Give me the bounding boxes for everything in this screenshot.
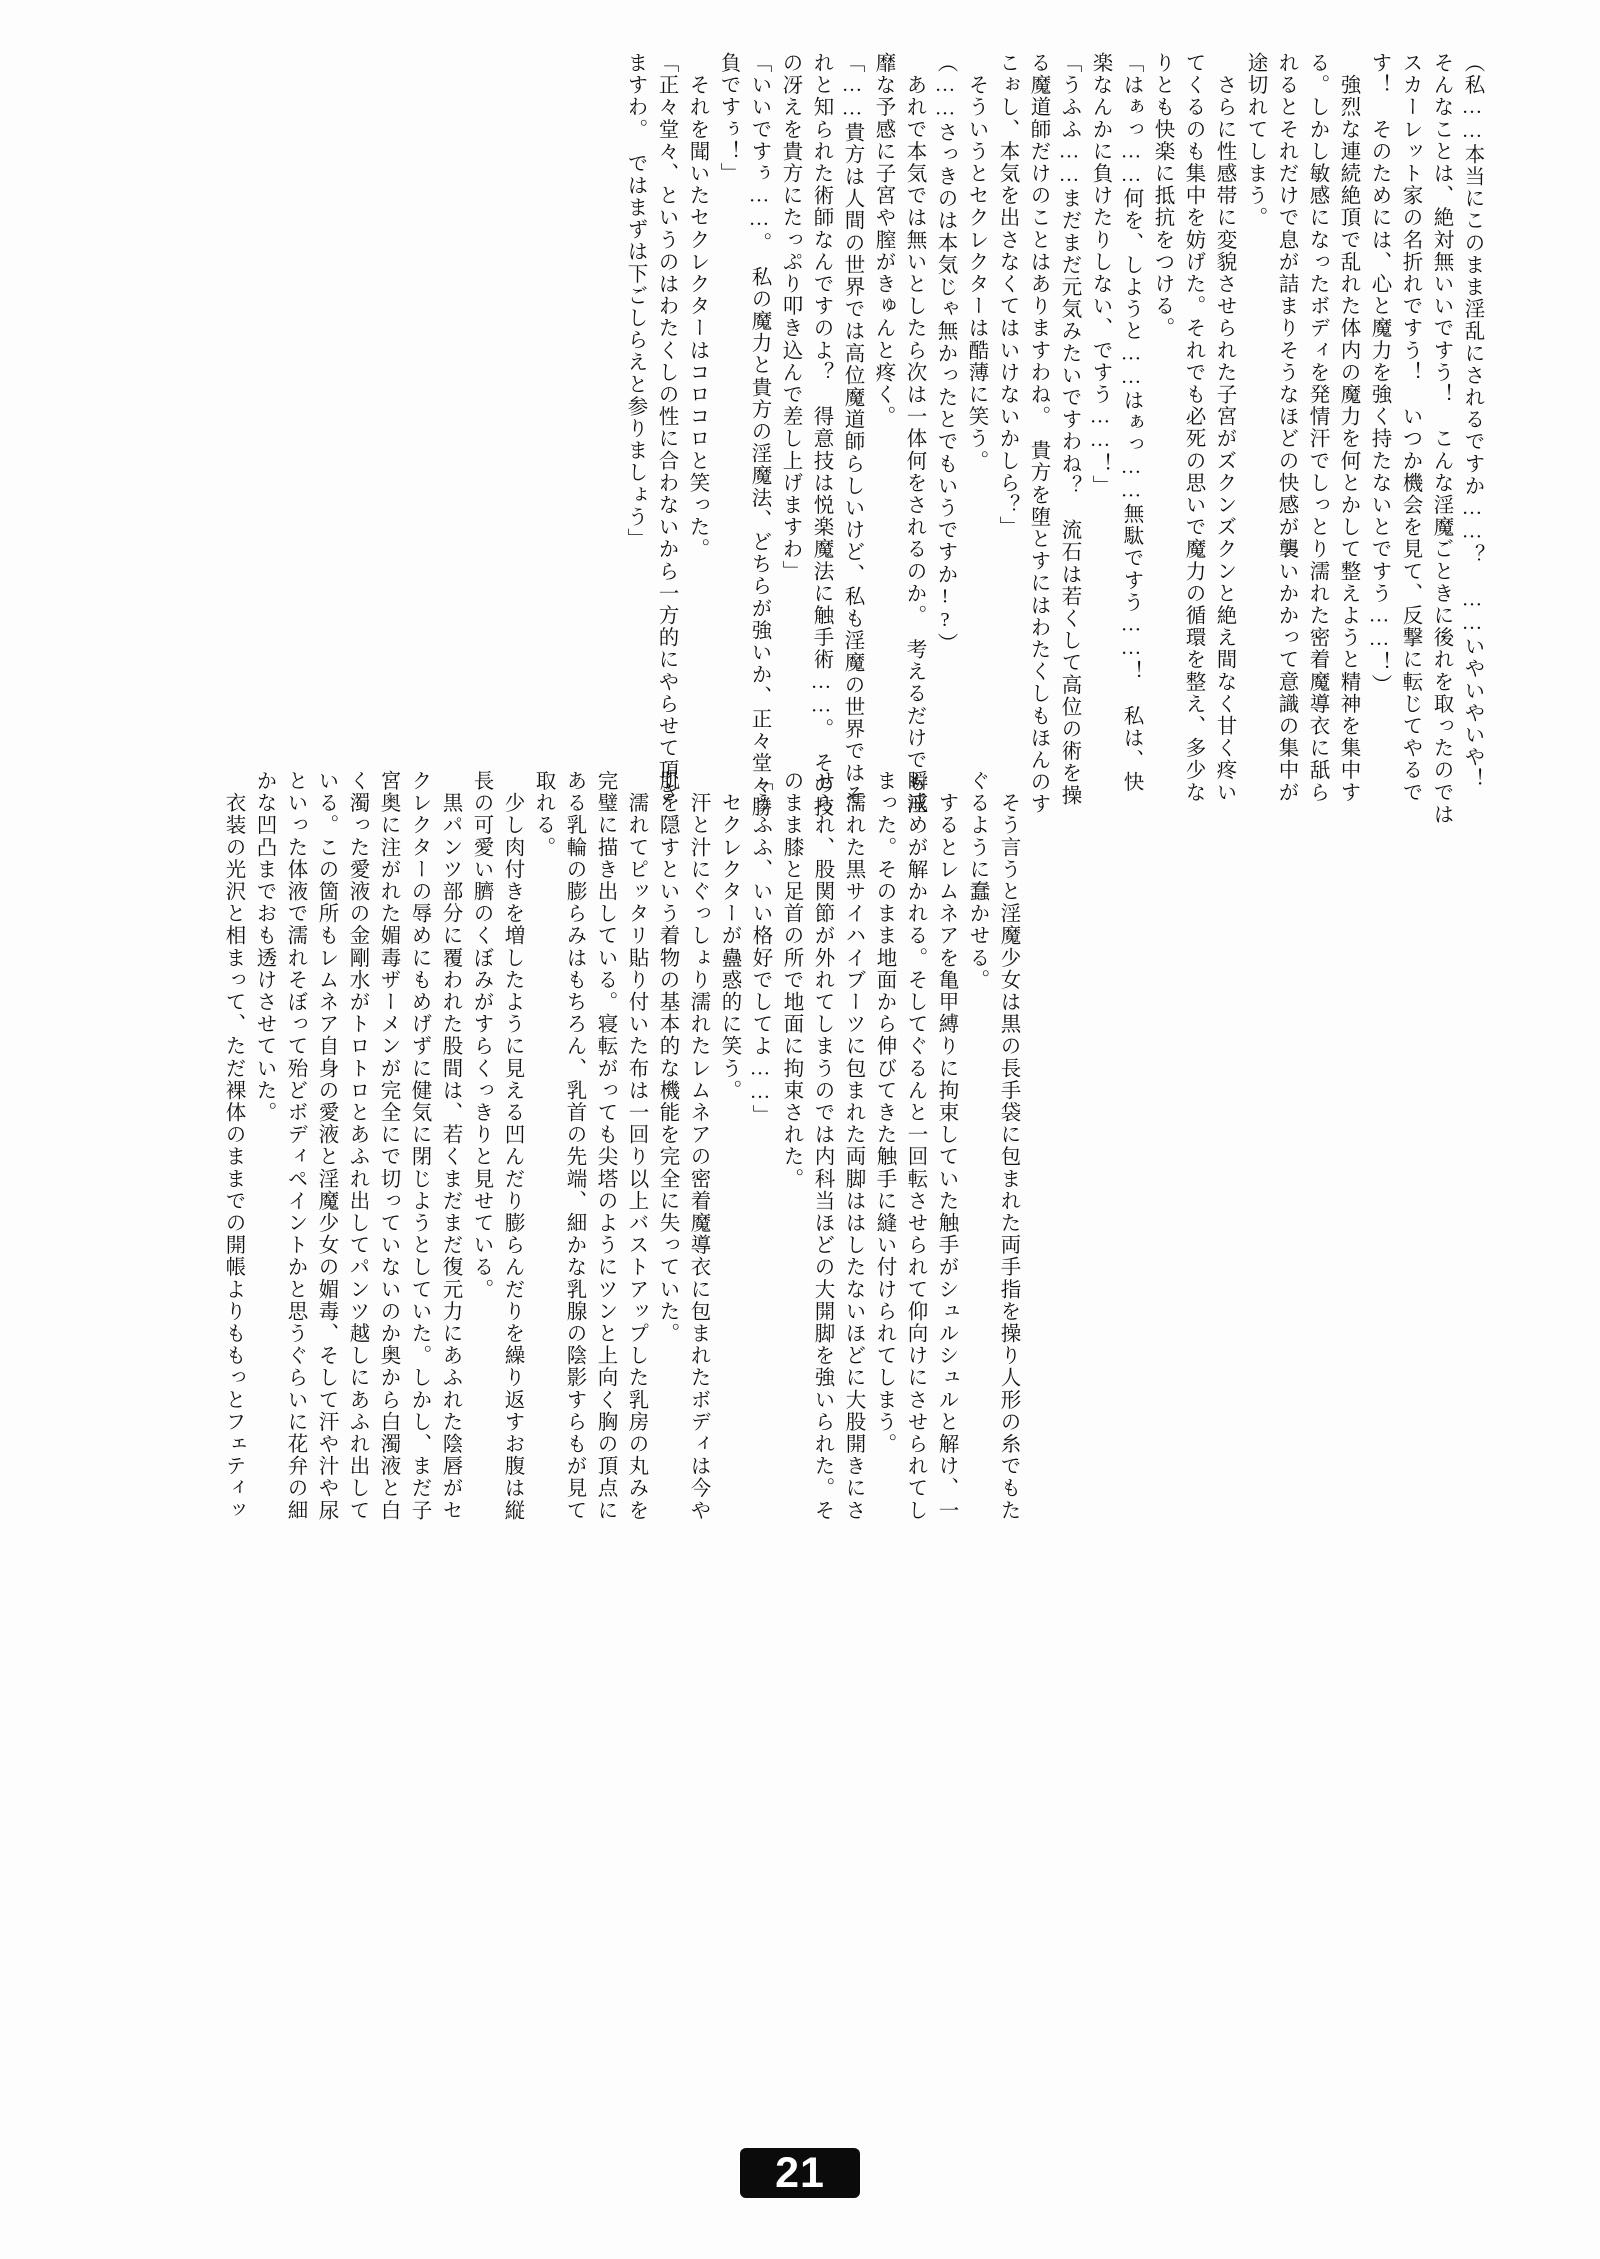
text-column: ますわ。 ではまずは下ごしらえと参りましょう」 <box>624 52 646 551</box>
text-column: （……さっきのは本気じゃ無かったとでもいうですか!?） <box>934 52 956 655</box>
text-column: 濡れた黒サイハイブーツに包まれた両脚ははしたないほどに大股開きにさ <box>842 770 864 1522</box>
text-column: といった体液で濡れそぼって殆どボディペイントかと思うぐらいに花弁の細 <box>284 770 306 1522</box>
text-column: まった。そのまま地面から伸びてきた触手に縫い付けられてしまう。 <box>873 770 895 1456</box>
text-column: れるとそれだけで息が詰まりそうなほどの快感が襲いかかって意識の集中が <box>1275 52 1297 804</box>
text-column: のまま膝と足首の所で地面に拘束された。 <box>780 770 802 1190</box>
text-column: れと知られた術師なんですのよ？ 得意技は悦楽魔法に触手術……。 その技 <box>810 52 832 819</box>
text-column: る。しかし敏感になったボディを発情汗でしっとり濡れた密着魔導衣に舐ら <box>1306 52 1328 804</box>
text-column: さらに性感帯に変貌させられた子宮がズクンズクンと絶え間なく甘く疼い <box>1213 52 1235 804</box>
text-column: 靡な予感に子宮や膣がきゅんと疼く。 <box>872 52 894 428</box>
text-column: 少し肉付きを増したように見える凹んだり膨らんだりを繰り返すお腹は縦 <box>501 770 523 1522</box>
text-column: それを聞いたセクレクターはコロコロと笑った。 <box>686 52 708 561</box>
text-column: す！ そのためには、心と魔力を強く持たないとですう……！） <box>1368 52 1390 696</box>
text-column: せられ、股関節が外れてしまうのでは内科当ほどの大開脚を強いられた。そ <box>811 770 833 1522</box>
text-column: 「うふふ……まだまだ元気みたいですわね？ 流石は若くして高位の術を操 <box>1058 52 1080 807</box>
text-column: いる。この箇所もレムネア自身の愛液と淫魔少女の媚毒、そして汗や汁や尿 <box>315 770 337 1522</box>
text-column: こぉし、本気を出さなくてはいけないかしら？」 <box>996 52 1018 539</box>
text-column: 取れる。 <box>532 770 554 859</box>
text-column: 楽なんかに負けたりしない、ですう……！」 <box>1089 52 1111 497</box>
text-column: ある乳輪の膨らみはもちろん、乳首の先端、細かな乳腺の陰影すらもが見て <box>563 770 585 1522</box>
text-column: りとも快楽に抵抗をつける。 <box>1151 52 1173 340</box>
text-column: 長の可愛い臍のくぼみがすらくっきりと見せている。 <box>470 770 492 1301</box>
text-column: するとレムネアを亀甲縛りに拘束していた触手がシュルシュルと解け、一 <box>935 770 957 1522</box>
text-column: 「いいですぅ……。 私の魔力と貴方の淫魔法、どちらが強いか、正々堂々勝 <box>748 52 770 819</box>
text-column: そんなことは、絶対無いいですう！ こんな淫魔ごときに後れを取ったのでは <box>1430 52 1452 826</box>
text-column: 「正々堂々、というのはわたくしの性に合わないから一方的にやらせて頂き <box>655 52 677 804</box>
text-column: 汗と汁にぐっしょり濡れたレムネアの密着魔導衣に包まれたボディは今や <box>687 770 709 1522</box>
text-column: あれで本気では無いとしたら次は一体何をされるのか。 考えるだけでも淫 <box>903 52 925 816</box>
vertical-text-left-half <box>118 770 1018 2089</box>
text-column: ぐるように蠢かせる。 <box>966 770 988 991</box>
text-column: かな凹凸までおも透けさせていた。 <box>253 770 275 1124</box>
text-column: く濁った愛液の金剛水がトロトロとあふれ出してパンツ越しにあふれ出して <box>346 770 368 1522</box>
text-column: 瞬戒めが解かれる。そしてぐるんと一回転させられて仰向けにさせられてし <box>904 770 926 1522</box>
text-column: 「うふふ、いい格好でしてよ……」 <box>749 770 771 1127</box>
text-column: （私……本当にこのまま淫乱にされるですか……？ ……いやいやいや！ <box>1461 52 1483 791</box>
text-column: 途切れてしまう。 <box>1244 52 1266 229</box>
page-number <box>740 2145 860 2201</box>
text-column: 肌を隠すという着物の基本的な機能を完全に失っていた。 <box>656 770 678 1345</box>
text-column: クレクターの辱めにもめげずに健気に閉じようとしていた。しかし、まだ子 <box>408 770 430 1522</box>
text-column: 宮奥に注がれた媚毒ザーメンが完全にで切っていないのか奥から白濁液と白 <box>377 770 399 1522</box>
text-column: 完璧に描き出している。寝転がっても尖塔のようにツンと上向く胸の頂点に <box>594 770 616 1522</box>
text-column: 「はぁっ……何を、しようと……はぁっ……無駄ですう……！ 私は、快 <box>1120 52 1142 794</box>
text-column: 衣装の光沢と相まって、ただ裸体のままでの開帳よりももっとフェティッ <box>222 770 244 1522</box>
text-column: 「……貴方は人間の世界では高位魔道師らしいけど、私も淫魔の世界ではそ <box>841 52 863 807</box>
text-column: そういうとセクレクターは酷薄に笑う。 <box>965 52 987 472</box>
text-column: てくるのも集中を妨げた。それでも必死の思いで魔力の循環を整え、多少な <box>1182 52 1204 804</box>
text-column: る魔道師だけのことはありますわね。 貴方を堕とすにはわたくしもほんのす <box>1027 52 1049 816</box>
text-column: 負ですぅ！」 <box>717 52 739 185</box>
text-column: そう言うと淫魔少女は黒の長手袋に包まれた両手指を操り人形の糸でもた <box>997 770 1019 1522</box>
text-column: 濡れてピッタリ貼り付いた布は一回り以上バストアップした乳房の丸みを <box>625 770 647 1522</box>
text-column: の冴えを貴方にたっぷり叩き込んで差し上げますわ」 <box>779 52 801 583</box>
text-column: スカーレット家の名折れですう！ いつか機会を見て、反撃に転じてやるで <box>1399 52 1421 804</box>
text-column: セクレクターが蠱惑的に笑う。 <box>718 770 740 1102</box>
page-number-label: 21 <box>775 2148 825 2197</box>
text-column: 黒パンツ部分に覆われた股間は、若くまだまだ復元力にあふれた陰唇がセ <box>439 770 461 1522</box>
text-column: 強烈な連続絶頂で乱れた体内の魔力を何とかして整えようと精神を集中す <box>1337 52 1359 804</box>
